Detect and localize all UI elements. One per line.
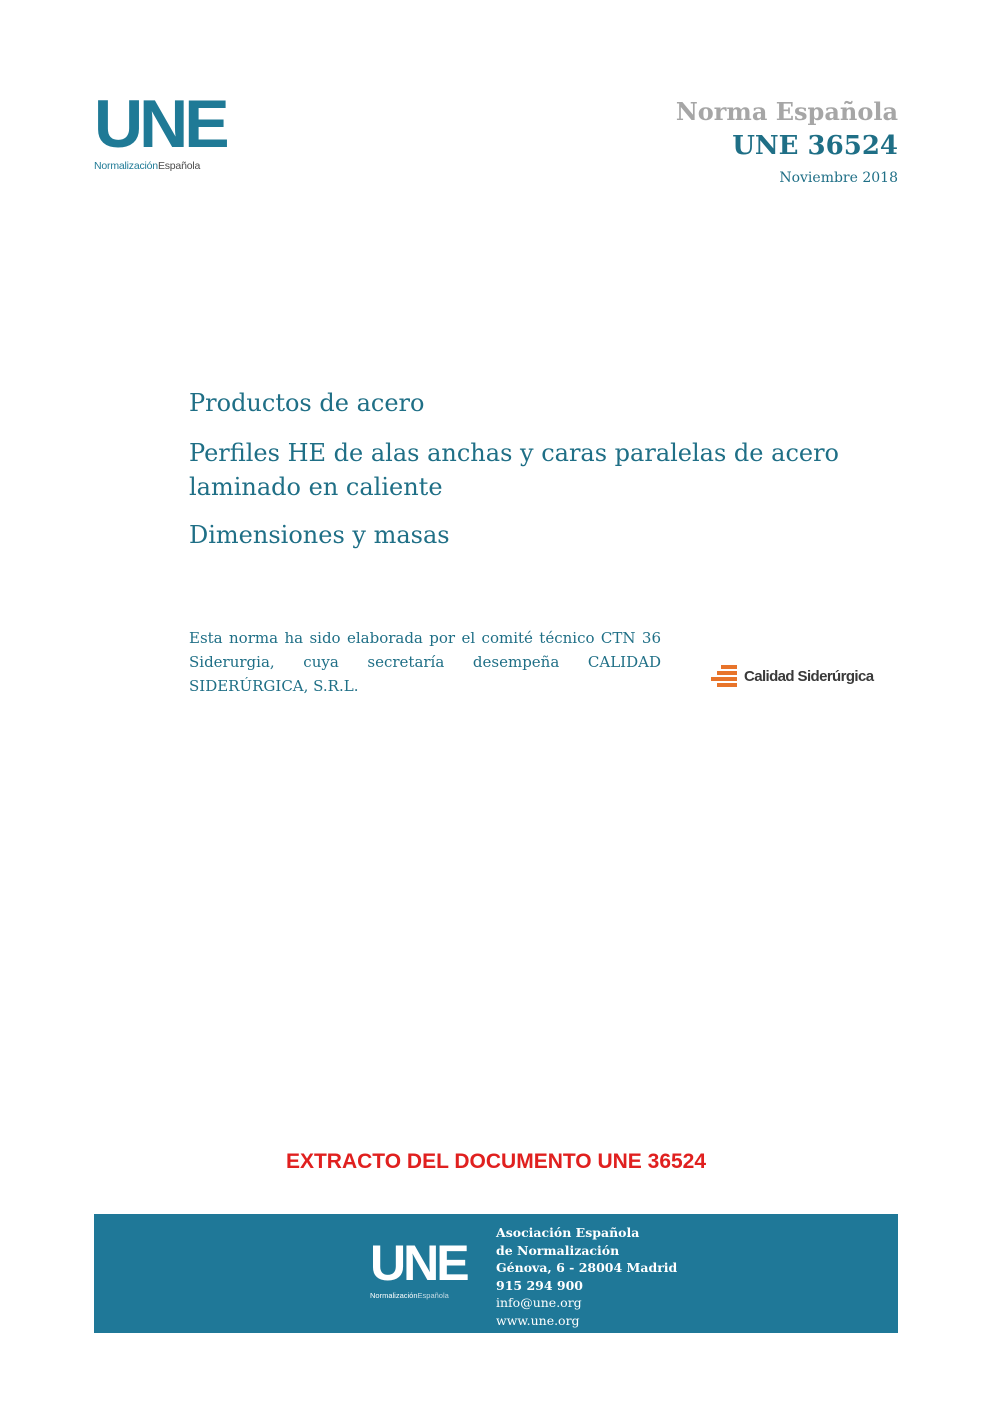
org-address: Génova, 6 - 28004 Madrid [496, 1260, 678, 1275]
title-product: Perfiles HE de alas anchas y caras paralelas de acero laminado en caliente [189, 439, 840, 501]
calidad-siderurgica-label: Calidad Siderúrgica [744, 668, 874, 685]
org-email-link[interactable]: info@une.org [496, 1295, 582, 1310]
title-scope: Dimensiones y masas [189, 521, 450, 549]
calidad-siderurgica-logo [711, 664, 876, 690]
footer-contact [496, 1224, 677, 1329]
une-logo [94, 86, 244, 176]
footer-une-logo-tagline [370, 1291, 480, 1300]
footer-une-logo-tagline-1: Normalización [370, 1291, 418, 1300]
title-subject: Productos de acero [189, 389, 425, 417]
norma-date: Noviembre 2018 [779, 170, 898, 186]
org-name-line-2: de Normalización [496, 1242, 620, 1258]
extract-notice: EXTRACTO DEL DOCUMENTO UNE 36524 [285, 1150, 707, 1173]
document-header [676, 96, 898, 186]
footer-une-logo-tagline-2: Española [417, 1291, 449, 1300]
calidad-siderurgica-icon [711, 664, 741, 690]
org-name-line-1: Asociación Española [496, 1225, 640, 1240]
footer-une-logo-mark: UNE [370, 1235, 467, 1291]
norma-code: UNE 36524 [732, 131, 898, 161]
org-phone: 915 294 900 [496, 1277, 583, 1293]
une-logo-mark: UNE [94, 86, 226, 162]
une-logo-tagline-2: Española [157, 160, 201, 172]
une-logo-tagline-1: Normalización [94, 160, 158, 172]
committee-paragraph: Esta norma ha sido elaborada por el comité técnico CTN 36 Siderurgia, cuya secretaría desempeña CALIDAD SIDERÚRGICA, S.R.L. [189, 629, 661, 695]
org-web-link[interactable]: www.une.org [496, 1312, 580, 1328]
footer-une-logo [370, 1235, 480, 1306]
norma-label: Norma Española [675, 97, 898, 126]
